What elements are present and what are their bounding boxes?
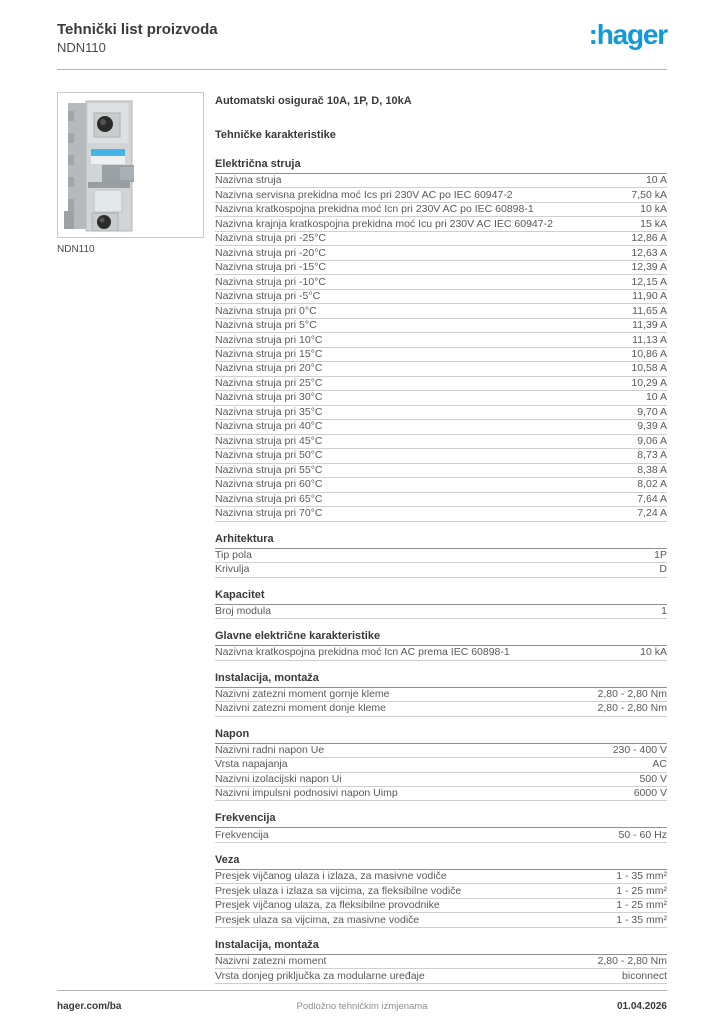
section-title: Električna struja xyxy=(215,158,667,174)
spec-section xyxy=(215,812,667,842)
table-row xyxy=(215,232,667,246)
table-row xyxy=(215,203,667,217)
row-label: Nazivna struja pri 20°C xyxy=(215,363,323,375)
table-row xyxy=(215,348,667,362)
table-row xyxy=(215,493,667,507)
product-reference: NDN110 xyxy=(57,40,106,55)
table-row xyxy=(215,275,667,289)
table-row xyxy=(215,744,667,758)
row-value: 9,39 A xyxy=(637,420,667,433)
row-label: Nazivna struja pri 60°C xyxy=(215,479,323,491)
row-value: 1P xyxy=(654,548,667,561)
page-footer xyxy=(57,990,667,1012)
page-title: Tehnički list proizvoda xyxy=(57,21,218,38)
row-value: 1 - 35 mm² xyxy=(616,913,667,926)
table-row xyxy=(215,174,667,188)
spec-sections xyxy=(215,158,667,984)
table-row xyxy=(215,391,667,405)
row-label: Vrsta napajanja xyxy=(215,759,288,771)
row-value: 12,63 A xyxy=(631,246,667,259)
table-row xyxy=(215,828,667,842)
footer-website: hager.com/ba xyxy=(57,1001,122,1012)
section-title: Arhitektura xyxy=(215,533,667,549)
row-label: Nazivni zatezni moment donje kleme xyxy=(215,703,386,715)
row-label: Nazivna struja pri 30°C xyxy=(215,392,323,404)
row-label: Nazivna struja pri 50°C xyxy=(215,450,323,462)
row-value: 50 - 60 Hz xyxy=(618,828,667,841)
row-label: Tip pola xyxy=(215,549,252,561)
row-value: 500 V xyxy=(639,772,667,785)
row-value: 10,86 A xyxy=(631,348,667,360)
row-label: Vrsta donjeg priključka za modularne uređaje xyxy=(215,970,425,982)
section-title: Frekvencija xyxy=(215,812,667,828)
row-value: biconnect xyxy=(622,969,667,982)
table-row xyxy=(215,646,667,660)
table-row xyxy=(215,246,667,260)
spec-section xyxy=(215,158,667,522)
content-area xyxy=(57,92,667,984)
spec-section xyxy=(215,728,667,802)
row-value: 12,15 A xyxy=(631,275,667,288)
row-value: 2,80 - 2,80 Nm xyxy=(597,955,667,968)
table-row xyxy=(215,507,667,521)
row-label: Nazivna struja pri -25°C xyxy=(215,233,326,245)
table-row xyxy=(215,304,667,318)
row-label: Nazivni zatezni moment gornje kleme xyxy=(215,688,390,700)
spec-section xyxy=(215,533,667,578)
row-label: Nazivna struja pri -15°C xyxy=(215,262,326,274)
row-label: Nazivni radni napon Ue xyxy=(215,744,325,756)
row-label: Nazivna struja pri -20°C xyxy=(215,247,326,259)
table-row xyxy=(215,688,667,702)
hager-logo: :hager xyxy=(588,19,667,50)
section-title: Napon xyxy=(215,728,667,744)
specs-column xyxy=(215,92,667,984)
row-label: Nazivna struja pri 65°C xyxy=(215,493,323,505)
table-row xyxy=(215,449,667,463)
row-label: Nazivna struja pri 40°C xyxy=(215,421,323,433)
row-value: 10,29 A xyxy=(631,376,667,389)
product-image xyxy=(57,92,204,238)
table-row xyxy=(215,955,667,969)
table-row xyxy=(215,563,667,577)
footer-disclaimer: Podložno tehničkim izmjenama xyxy=(296,1001,428,1012)
table-row xyxy=(215,605,667,619)
row-value: 8,38 A xyxy=(637,463,667,476)
row-value: 1 - 25 mm² xyxy=(616,884,667,897)
row-value: 11,65 A xyxy=(632,304,667,317)
row-value: 12,86 A xyxy=(631,232,667,245)
row-label: Nazivna struja pri -5°C xyxy=(215,291,321,303)
table-row xyxy=(215,913,667,927)
row-value: 1 - 25 mm² xyxy=(616,899,667,912)
table-row xyxy=(215,899,667,913)
product-title: Automatski osigurač 10A, 1P, D, 10kA xyxy=(215,95,412,107)
row-value: 7,50 kA xyxy=(631,188,667,201)
row-value: AC xyxy=(652,758,667,771)
table-row xyxy=(215,377,667,391)
row-value: 11,13 A xyxy=(632,333,667,346)
table-row xyxy=(215,362,667,376)
footer-date: 01.04.2026 xyxy=(616,1001,667,1012)
spec-section xyxy=(215,630,667,660)
row-value: 2,80 - 2,80 Nm xyxy=(597,687,667,700)
row-label: Nazivni izolacijski napon Ui xyxy=(215,773,342,785)
table-row xyxy=(215,478,667,492)
row-label: Presjek ulaza i izlaza sa vijcima, za fleksibilne vodiče xyxy=(215,885,462,897)
product-image-caption: NDN110 xyxy=(57,244,95,255)
section-title: Instalacija, montaža xyxy=(215,672,667,688)
page-header xyxy=(57,0,667,70)
row-label: Nazivna struja pri 70°C xyxy=(215,508,323,520)
table-row xyxy=(215,549,667,563)
table-row xyxy=(215,884,667,898)
row-label: Nazivna struja pri 0°C xyxy=(215,305,317,317)
spec-section xyxy=(215,589,667,619)
table-row xyxy=(215,464,667,478)
section-title: Veza xyxy=(215,854,667,870)
row-value: 2,80 - 2,80 Nm xyxy=(597,702,667,715)
section-title: Glavne električne karakteristike xyxy=(215,630,667,646)
row-label: Broj modula xyxy=(215,605,272,617)
table-row xyxy=(215,333,667,347)
row-label: Nazivna kratkospojna prekidna moć Icn AC prema IEC 60898-1 xyxy=(215,647,510,659)
header-divider xyxy=(57,69,667,70)
row-value: D xyxy=(659,563,667,576)
section-title: Kapacitet xyxy=(215,589,667,605)
row-label: Nazivna struja pri 55°C xyxy=(215,464,323,476)
table-row xyxy=(215,787,667,801)
row-value: 10 A xyxy=(645,174,667,187)
row-value: 11,90 A xyxy=(632,290,667,303)
row-label: Presjek vijčanog ulaza, za fleksibilne provodnike xyxy=(215,900,440,912)
row-label: Krivulja xyxy=(215,564,250,576)
row-value: 15 kA xyxy=(640,217,667,230)
row-label: Nazivna struja pri 45°C xyxy=(215,435,323,447)
table-row xyxy=(215,773,667,787)
row-value: 230 - 400 V xyxy=(612,743,667,756)
row-label: Nazivni zatezni moment xyxy=(215,956,327,968)
row-value: 9,06 A xyxy=(637,434,667,447)
product-image-column xyxy=(57,92,205,984)
row-value: 10,58 A xyxy=(631,362,667,375)
row-label: Presjek vijčanog ulaza i izlaza, za masivne vodiče xyxy=(215,871,447,883)
row-label: Nazivna struja pri 10°C xyxy=(215,334,323,346)
row-label: Nazivna kratkospojna prekidna moć Icn pri 230V AC po IEC 60898-1 xyxy=(215,204,534,216)
row-label: Presjek ulaza sa vijcima, za masivne vodiče xyxy=(215,914,420,926)
row-label: Nazivna servisna prekidna moć Ics pri 230V AC po IEC 60947-2 xyxy=(215,189,513,201)
table-row xyxy=(215,188,667,202)
table-row xyxy=(215,217,667,231)
table-row xyxy=(215,406,667,420)
spec-section xyxy=(215,672,667,717)
characteristics-heading: Tehničke karakteristike xyxy=(215,129,336,141)
row-value: 12,39 A xyxy=(631,261,667,274)
row-value: 10 kA xyxy=(640,203,667,216)
row-value: 10 kA xyxy=(640,646,667,659)
table-row xyxy=(215,969,667,983)
table-row xyxy=(215,290,667,304)
table-row xyxy=(215,702,667,716)
row-label: Nazivna struja pri -10°C xyxy=(215,276,326,288)
table-row xyxy=(215,435,667,449)
row-value: 11,39 A xyxy=(632,319,667,332)
table-row xyxy=(215,319,667,333)
table-row xyxy=(215,758,667,772)
row-value: 1 xyxy=(661,604,667,617)
row-label: Nazivna struja pri 25°C xyxy=(215,377,323,389)
circuit-breaker-illustration xyxy=(58,93,204,238)
row-label: Nazivna struja pri 35°C xyxy=(215,406,323,418)
row-label: Nazivna krajnja kratkospojna prekidna moć Icu pri 230V AC IEC 60947-2 xyxy=(215,218,553,230)
table-row xyxy=(215,261,667,275)
row-value: 1 - 35 mm² xyxy=(616,870,667,883)
table-row xyxy=(215,420,667,434)
table-row xyxy=(215,870,667,884)
spec-section xyxy=(215,854,667,928)
row-label: Frekvencija xyxy=(215,829,269,841)
row-value: 7,64 A xyxy=(637,492,667,505)
row-label: Nazivna struja pri 15°C xyxy=(215,349,323,360)
row-label: Nazivni impulsni podnosivi napon Uimp xyxy=(215,788,398,800)
row-value: 7,24 A xyxy=(637,507,667,520)
row-value: 6000 V xyxy=(633,787,667,800)
row-value: 8,02 A xyxy=(637,478,667,491)
row-value: 10 A xyxy=(645,391,667,404)
row-label: Nazivna struja pri 5°C xyxy=(215,320,317,332)
row-value: 9,70 A xyxy=(637,405,667,418)
spec-section xyxy=(215,939,667,984)
row-value: 8,73 A xyxy=(637,449,667,462)
row-label: Nazivna struja xyxy=(215,175,282,187)
section-title: Instalacija, montaža xyxy=(215,939,667,955)
